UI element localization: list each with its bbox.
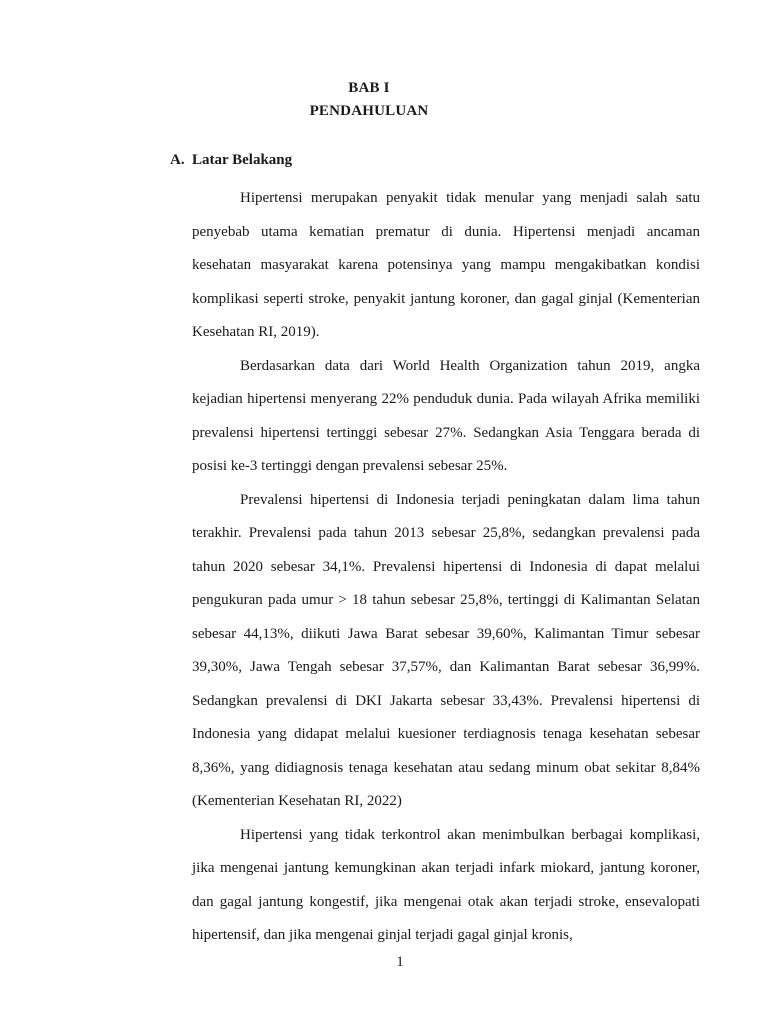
section-heading [170, 152, 292, 169]
chapter-title: PENDAHULUAN [309, 103, 429, 119]
page-number: 1 [396, 954, 404, 970]
paragraph: Prevalensi hipertensi di Indonesia terjadi peningkatan dalam lima tahun terakhir. Prevalensi pada tahun 2013 sebesar 25,8%, sedangkan prevalensi pada tahun 2020 sebesar 34,1%. Prevalensi hipertensi di Indonesia di dapat melalui pengukuran pada umur > 18 tahun sebesar 25,8%, tertinggi di Kalimantan Selatan sebesar 44,13%, diikuti Jawa Barat sebesar 39,60%, Kalimantan Timur sebesar 39,30%, Jawa Tengah sebesar 37,57%, dan Kalimantan Barat sebesar 36,99%. Sedangkan prevalensi di DKI Jakarta sebesar 33,43%. Prevalensi hipertensi di Indonesia yang didapat melalui kuesioner terdiagnosis tenaga kesehatan sebesar 8,36%, yang didiagnosis tenaga kesehatan atau sedang minum obat sekitar 8,84% (Kementerian Kesehatan RI, 2022) [192, 491, 700, 809]
section-letter: A. [170, 152, 185, 168]
body-text [192, 182, 700, 953]
paragraph: Berdasarkan data dari World Health Organization tahun 2019, angka kejadian hipertensi menyerang 22% penduduk dunia. Pada wilayah Afrika memiliki prevalensi hipertensi tertinggi sebesar 27%. Sedangkan Asia Tenggara berada di posisi ke-3 tertinggi dengan prevalensi sebesar 25%. [192, 357, 700, 474]
paragraph: Hipertensi yang tidak terkontrol akan menimbulkan berbagai komplikasi, jika mengenai jantung kemungkinan akan terjadi infark miokard, jantung koroner, dan gagal jantung kongestif, jika mengenai otak akan terjadi stroke, ensevalopati hipertensif, dan jika mengenai ginjal terjadi gagal ginjal kronis, [192, 826, 700, 943]
chapter-number: BAB I [348, 80, 390, 96]
section-title: Latar Belakang [192, 152, 293, 168]
paragraph: Hipertensi merupakan penyakit tidak menular yang menjadi salah satu penyebab utama kematian prematur di dunia. Hipertensi menjadi ancaman kesehatan masyarakat karena potensinya yang mampu mengakibatkan kondisi komplikasi seperti stroke, penyakit jantung koroner, dan gagal ginjal (Kementerian Kesehatan RI, 2019). [192, 190, 700, 340]
